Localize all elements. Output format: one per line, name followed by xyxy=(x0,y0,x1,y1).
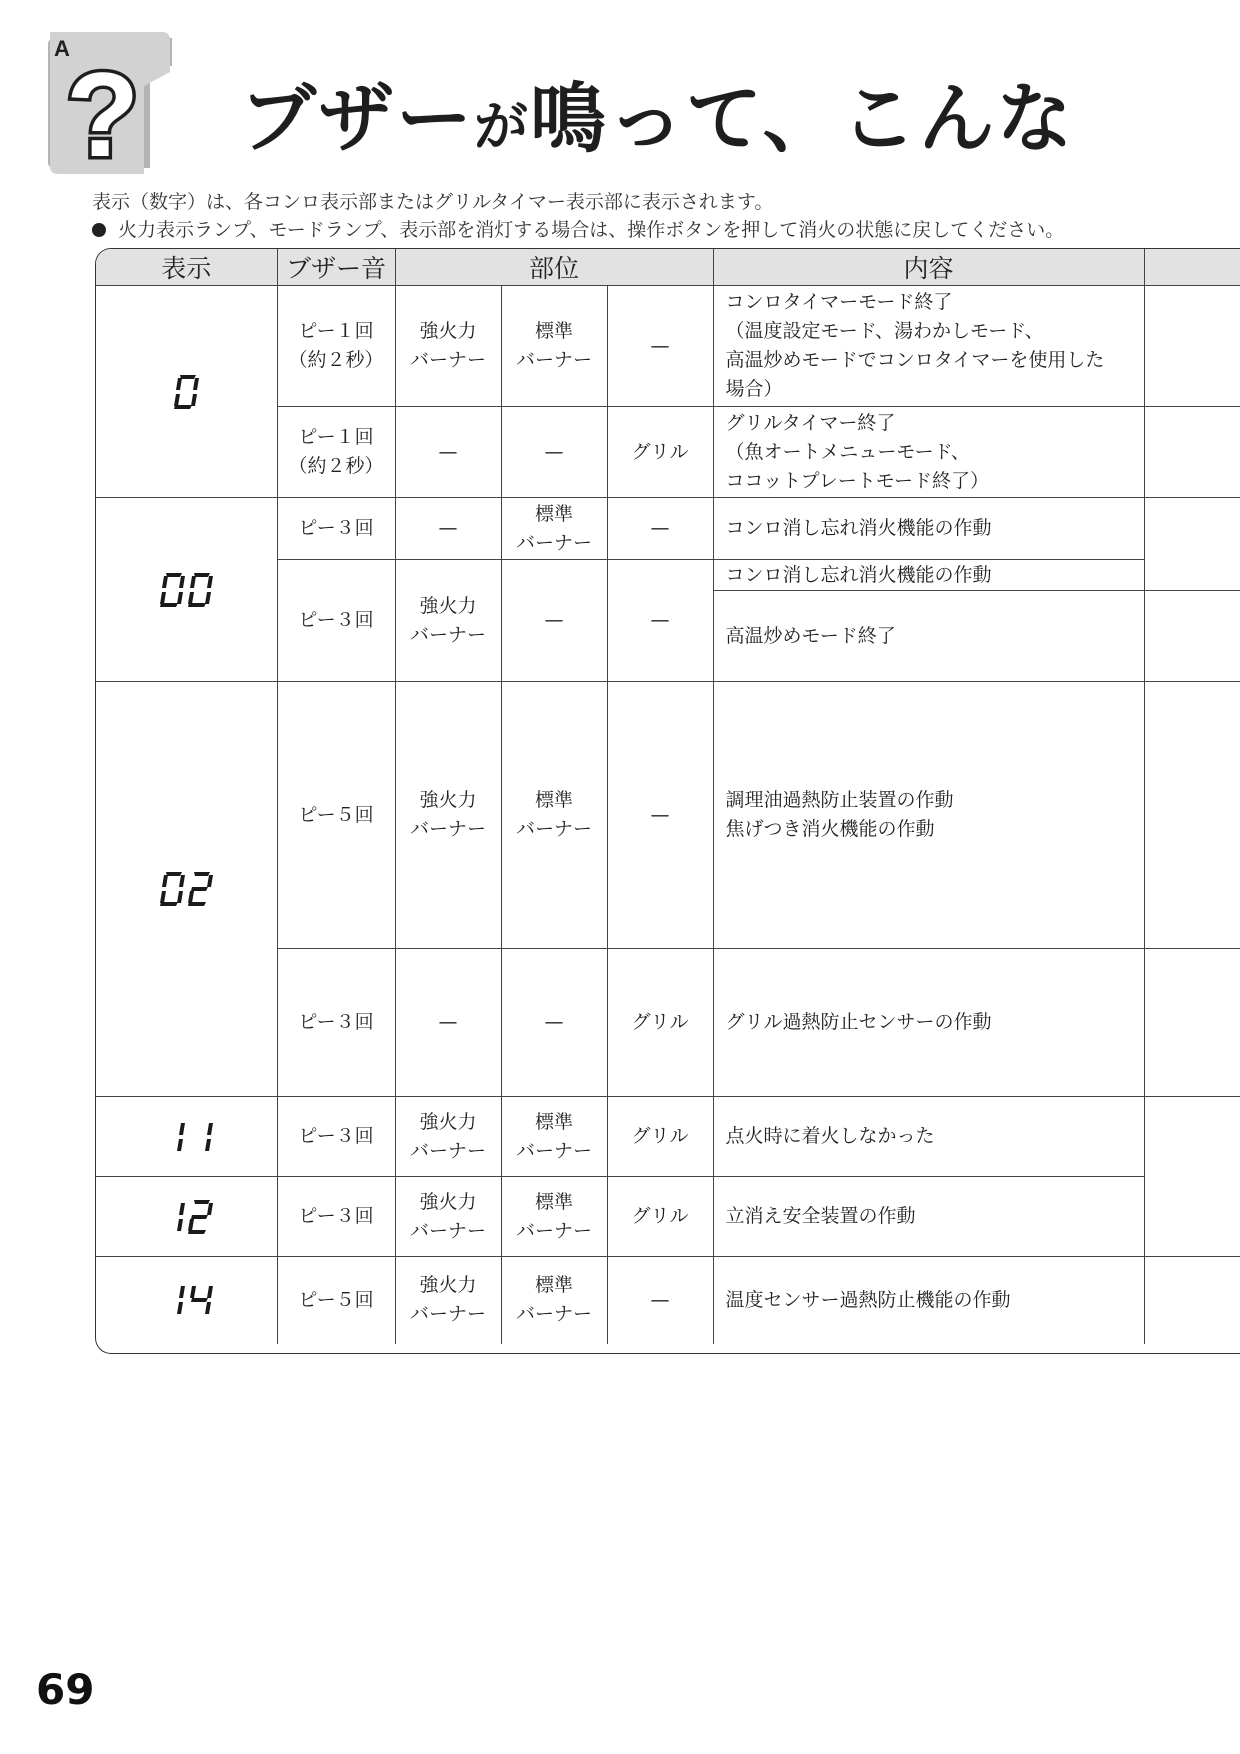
buzzer-cell: ピー３回 xyxy=(277,1097,395,1177)
segment-display-02 xyxy=(126,866,246,912)
content-cell: 温度センサー過熱防止機能の作動 xyxy=(713,1257,1144,1344)
header-buzzer: ブザー音 xyxy=(277,249,395,286)
display-code-00 xyxy=(96,498,277,682)
part-strong-burner: 強火力 バーナー xyxy=(395,1257,501,1344)
display-code-14 xyxy=(96,1257,277,1344)
bullet-icon xyxy=(92,223,106,237)
part-grill: グリル xyxy=(607,407,713,498)
badge-letter: A xyxy=(54,36,70,61)
table-edge-cell xyxy=(1144,682,1240,949)
buzzer-cell: ピー３回 xyxy=(277,1177,395,1257)
display-code-11 xyxy=(96,1097,277,1177)
part-strong-burner: 強火力 バーナー xyxy=(395,1177,501,1257)
display-code-02 xyxy=(96,682,277,1097)
part-strong-burner: — xyxy=(395,407,501,498)
segment-display-00 xyxy=(126,567,246,613)
table-edge-cell xyxy=(1144,249,1240,286)
part-grill: グリル xyxy=(607,1097,713,1177)
content-cell: グリルタイマー終了 （魚オートメニューモード、 ココットプレートモード終了） xyxy=(713,407,1144,498)
header-part: 部位 xyxy=(395,249,713,286)
buzzer-cell: ピー１回 （約２秒） xyxy=(277,407,395,498)
content-cell: 点火時に着火しなかった xyxy=(713,1097,1144,1177)
content-cell: コンロ消し忘れ消火機能の作動 xyxy=(713,498,1144,560)
segment-display-12 xyxy=(126,1194,246,1240)
content-cell: 高温炒めモード終了 xyxy=(713,591,1144,682)
table-edge-cell xyxy=(1144,407,1240,498)
table-edge-cell xyxy=(1144,1097,1240,1257)
display-code-12 xyxy=(96,1177,277,1257)
part-grill: — xyxy=(607,682,713,949)
table-edge-cell xyxy=(1144,1257,1240,1344)
header-display: 表示 xyxy=(96,249,277,286)
segment-display-11 xyxy=(126,1114,246,1160)
error-display-table xyxy=(95,248,1240,1354)
segment-display-14 xyxy=(126,1277,246,1323)
part-grill: — xyxy=(607,498,713,560)
part-standard-burner: — xyxy=(501,949,607,1097)
table-row xyxy=(96,1257,1240,1344)
part-strong-burner: 強火力 バーナー xyxy=(395,560,501,682)
content-cell: 調理油過熱防止装置の作動 焦げつき消火機能の作動 xyxy=(713,682,1144,949)
intro-note: 表示（数字）は、各コンロ表示部またはグリルタイマー表示部に表示されます。 xyxy=(92,191,774,213)
buzzer-cell: ピー３回 xyxy=(277,949,395,1097)
buzzer-cell: ピー５回 xyxy=(277,682,395,949)
part-strong-burner: 強火力 バーナー xyxy=(395,1097,501,1177)
bullet-note: 火力表示ランプ、モードランプ、表示部を消灯する場合は、操作ボタンを押して消火の状態に戻してください。 xyxy=(92,215,1064,242)
part-grill: グリル xyxy=(607,949,713,1097)
header-content: 内容 xyxy=(713,249,1144,286)
table-edge-cell xyxy=(1144,591,1240,682)
part-standard-burner: — xyxy=(501,560,607,682)
content-cell: コンロタイマーモード終了 （温度設定モード、湯わかしモード、 高温炒めモードでコンロタイマーを使用した 場合） xyxy=(713,286,1144,407)
table-header-row xyxy=(96,249,1240,286)
question-badge-icon xyxy=(44,28,194,180)
content-cell: 立消え安全装置の作動 xyxy=(713,1177,1144,1257)
part-grill: — xyxy=(607,286,713,407)
part-standard-burner: 標準 バーナー xyxy=(501,682,607,949)
part-strong-burner: 強火力 バーナー xyxy=(395,682,501,949)
table-row xyxy=(96,682,1240,949)
part-strong-burner: — xyxy=(395,949,501,1097)
part-standard-burner: 標準 バーナー xyxy=(501,498,607,560)
buzzer-cell: ピー１回 （約２秒） xyxy=(277,286,395,407)
table-row xyxy=(96,286,1240,407)
part-grill: — xyxy=(607,560,713,682)
display-code-0 xyxy=(96,286,277,498)
page-title: ブザーが鳴って、こんな xyxy=(240,74,1075,163)
table-row xyxy=(96,498,1240,560)
buzzer-cell: ピー３回 xyxy=(277,560,395,682)
part-standard-burner: 標準 バーナー xyxy=(501,286,607,407)
table-edge-cell xyxy=(1144,949,1240,1097)
page-number: 69 xyxy=(36,1665,95,1714)
part-standard-burner: — xyxy=(501,407,607,498)
part-strong-burner: 強火力 バーナー xyxy=(395,286,501,407)
part-standard-burner: 標準 バーナー xyxy=(501,1257,607,1344)
part-standard-burner: 標準 バーナー xyxy=(501,1097,607,1177)
table-edge-cell xyxy=(1144,498,1240,591)
table-row xyxy=(96,1097,1240,1177)
segment-display-0 xyxy=(126,369,246,415)
table-row xyxy=(96,1177,1240,1257)
table-edge-cell xyxy=(1144,286,1240,407)
part-standard-burner: 標準 バーナー xyxy=(501,1177,607,1257)
content-cell: コンロ消し忘れ消火機能の作動 xyxy=(713,560,1144,591)
content-cell: グリル過熱防止センサーの作動 xyxy=(713,949,1144,1097)
part-strong-burner: — xyxy=(395,498,501,560)
badge-question-mark: ? xyxy=(66,48,140,180)
buzzer-cell: ピー５回 xyxy=(277,1257,395,1344)
buzzer-cell: ピー３回 xyxy=(277,498,395,560)
part-grill: グリル xyxy=(607,1177,713,1257)
part-grill: — xyxy=(607,1257,713,1344)
